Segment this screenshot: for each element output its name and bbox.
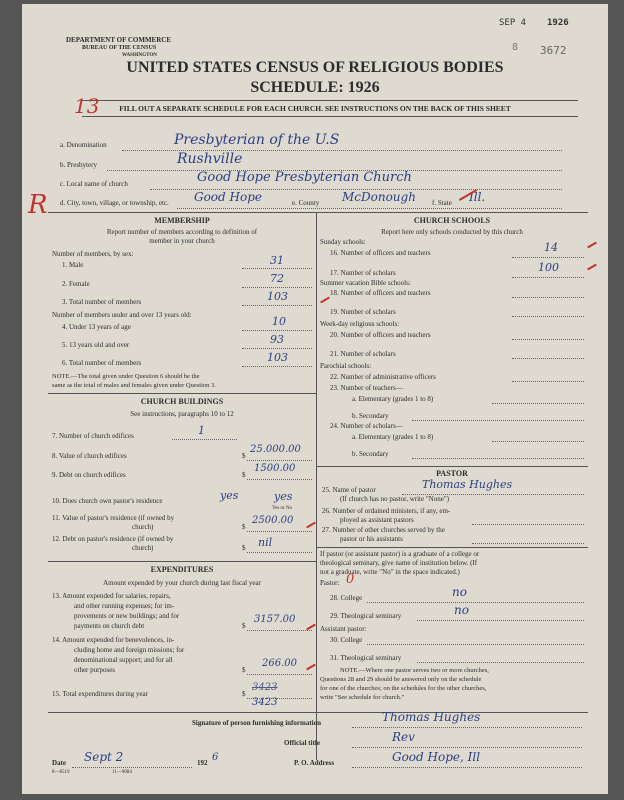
date-year-digit: 6: [212, 752, 219, 763]
q2-line: [242, 287, 312, 288]
census-schedule-page: [22, 4, 608, 794]
q28-label: 28. College: [330, 594, 363, 602]
print-code-2: 11—9084: [112, 770, 132, 775]
date-line: [72, 767, 192, 768]
dept-name: DEPARTMENT OF COMMERCE: [66, 36, 172, 44]
date-value: Sept 2: [84, 750, 124, 764]
q13-dollar: $: [242, 622, 246, 630]
official-title-value: Rev: [392, 730, 415, 744]
q14-label-1: 14. Amount expended for benevolences, in-: [52, 636, 175, 644]
q6-label: 6. Total number of members: [62, 359, 142, 367]
q7-value: 1: [198, 424, 205, 437]
q2-label: 2. Female: [62, 280, 90, 288]
q31-line: [417, 662, 584, 663]
q8-dollar: $: [242, 452, 246, 460]
q1-label: 1. Male: [62, 261, 84, 269]
date-year-prefix: 192: [197, 759, 208, 767]
q27-line: [472, 543, 584, 544]
q3-value: 103: [267, 290, 288, 303]
schools-rule: [316, 466, 588, 467]
q7-label: 7. Number of church edifices: [52, 432, 134, 440]
q20-label: 20. Number of officers and teachers: [330, 331, 431, 339]
schools-heading: CHURCH SCHOOLS: [413, 216, 491, 225]
q17-value: 100: [538, 261, 559, 274]
sex-label: Number of members, by sex:: [52, 250, 134, 258]
q8-label: 8. Value of church edifices: [52, 452, 127, 460]
city-value: Good Hope: [194, 190, 263, 204]
q19-label: 19. Number of scholars: [330, 308, 396, 316]
q17-label: 17. Number of scholars: [330, 269, 396, 277]
q11-value: 2500.00: [252, 515, 294, 526]
form-title: UNITED STATES CENSUS OF RELIGIOUS BODIES: [126, 59, 504, 76]
red-r-annotation: R: [28, 190, 48, 220]
q11-line: [247, 531, 312, 532]
pastor-heading: PASTOR: [436, 469, 468, 478]
q3-label: 3. Total number of members: [62, 298, 142, 306]
q6-line: [242, 366, 312, 367]
q27-label-2: pastor or his assistants: [340, 535, 403, 543]
q24a-label: a. Elementary (grades 1 to 8): [352, 433, 434, 441]
q9-dollar: $: [242, 471, 246, 479]
q25-note: (If church has no pastor, write "None"): [340, 495, 450, 503]
title-line: [352, 747, 582, 748]
q26-label-2: ployed as assistant pastors: [340, 516, 414, 524]
q16-label: 16. Number of officers and teachers: [330, 249, 431, 257]
q23b-line: [412, 420, 584, 421]
q21-line: [512, 358, 584, 359]
grad-note-3: not a graduate, write "No" in the space indicated.): [320, 568, 460, 576]
membership-intro-1: Report number of members according to definition of: [106, 228, 258, 236]
state-value: Ill.: [469, 190, 486, 204]
city-name: WASHINGTON: [122, 53, 157, 58]
q16-value: 14: [544, 241, 558, 254]
q15-label: 15. Total expenditures during year: [52, 690, 148, 698]
q4-line: [242, 330, 312, 331]
presbytery-value: Rushville: [177, 151, 243, 167]
q7-line: [172, 439, 237, 440]
q12-label-1: 12. Debt on pastor's residence (if owned by: [52, 535, 174, 543]
weekday-label: Week-day religious schools:: [320, 320, 400, 328]
q1-value: 31: [270, 254, 284, 267]
q10-label: 10. Does church own pastor's residence: [52, 497, 163, 505]
q14-label-3: denominational support; and for all: [74, 656, 173, 664]
bureau-name: BUREAU OF THE CENSUS: [82, 45, 157, 51]
membership-note-2: same as the total of males and females given under Question 3.: [52, 382, 216, 389]
denomination-value: Presbyterian of the U.S: [174, 132, 340, 148]
q14-label-2: cluding home and foreign missions; for: [74, 646, 185, 654]
pastor-note-2: Questions 28 and 29 should be answered only on the schedule: [320, 676, 482, 683]
q13-label-1: 13. Amount expended for salaries, repairs,: [52, 592, 171, 600]
q15-value-corrected: 3423: [252, 697, 278, 708]
pastor-rule: [316, 547, 588, 548]
q28-value: no: [452, 585, 467, 599]
church-name-value: Good Hope Presbyterian Church: [197, 170, 412, 185]
q4-label: 4. Under 13 years of age: [62, 323, 131, 331]
q9-line: [247, 479, 312, 480]
membership-intro-2: member in your church: [149, 237, 215, 245]
q13-value: 3157.00: [254, 614, 296, 625]
q29-value: no: [454, 603, 469, 617]
county-label: e. County: [292, 199, 320, 207]
expenditures-heading: EXPENDITURES: [150, 565, 214, 574]
q15-dollar: $: [242, 690, 246, 698]
q14-dollar: $: [242, 666, 246, 674]
q8-line: [247, 460, 312, 461]
form-instruction: FILL OUT A SEPARATE SCHEDULE FOR EACH CHURCH. SEE INSTRUCTIONS ON THE BACK OF THIS SHEET: [119, 104, 511, 113]
q14-value: 266.00: [262, 658, 297, 669]
q12-dollar: $: [242, 544, 246, 552]
grad-note-1: If pastor (or assistant pastor) is a graduate of a college or: [320, 550, 480, 558]
schools-intro: Report here only schools conducted by this church: [381, 228, 523, 236]
date-label: Date: [52, 759, 66, 767]
q25-label: 25. Name of pastor: [322, 486, 376, 494]
q18-line: [512, 297, 584, 298]
sunday-label: Sunday schools:: [320, 238, 366, 246]
q3-line: [242, 305, 312, 306]
q25-value: Thomas Hughes: [422, 478, 513, 491]
stamp-mark: 8: [512, 42, 519, 53]
membership-heading: MEMBERSHIP: [154, 216, 210, 225]
official-title-label: Official title: [284, 739, 320, 747]
q23b-label: b. Secondary: [352, 412, 389, 420]
buildings-heading: CHURCH BUILDINGS: [140, 397, 224, 406]
header-rule-bottom: [82, 116, 578, 117]
q5-line: [242, 348, 312, 349]
q5-label: 5. 13 years old and over: [62, 341, 130, 349]
q16-line: [512, 257, 584, 258]
q8-value: 25.000.00: [250, 444, 301, 455]
grad-note-2: theological seminary, give name of institution below. (If: [320, 559, 478, 567]
q30-line: [367, 644, 584, 645]
church-name-label: c. Local name of church: [60, 180, 128, 188]
po-address-value: Good Hope, Ill: [392, 750, 481, 764]
q1-line: [242, 268, 312, 269]
q24b-label: b. Secondary: [352, 450, 389, 458]
yes-no-note: Yes or No: [272, 506, 293, 511]
q5-value: 93: [270, 333, 284, 346]
city-label: d. City, town, village, or township, etc.: [60, 199, 169, 207]
q11-label-1: 11. Value of pastor's residence (if owned by: [52, 514, 175, 522]
q11-label-2: church): [132, 523, 154, 531]
pastor-note-1: NOTE.—Where one pastor serves two or more churches,: [340, 667, 489, 674]
signature-value: Thomas Hughes: [382, 710, 481, 724]
signature-label: Signature of person furnishing information: [192, 719, 321, 727]
q12-line: [247, 552, 312, 553]
q13-line: [247, 630, 312, 631]
buildings-rule: [48, 561, 316, 562]
document-number: 3672: [540, 44, 567, 57]
q13-label-2: and other running expenses; for im-: [74, 602, 175, 610]
q23a-line: [492, 403, 584, 404]
table-top-rule: [48, 212, 588, 213]
q23-label: 23. Number of teachers—: [330, 384, 403, 392]
state-label: f. State: [432, 199, 452, 207]
red-tick-6: [306, 664, 316, 671]
presbytery-label: b. Presbytery: [60, 161, 97, 169]
q17-line: [512, 277, 584, 278]
red-tick-1: [587, 242, 597, 249]
pastor-subheading: Pastor:: [320, 579, 340, 587]
pastor-note-3: for one of the churches; on the schedules for the other churches,: [320, 685, 487, 692]
q28-line: [367, 602, 584, 603]
q13-label-4: payments on church debt: [74, 622, 145, 630]
q24a-line: [492, 441, 584, 442]
header-rule-top: [82, 100, 578, 101]
q18-label: 18. Number of officers and teachers: [330, 289, 431, 297]
received-year-stamp: 1926: [547, 18, 569, 28]
q11-dollar: $: [242, 523, 246, 531]
signature-line: [352, 727, 582, 728]
q12-value: nil: [258, 536, 273, 549]
q24-label: 24. Number of scholars—: [330, 422, 403, 430]
q31-label: 31. Theological seminary: [330, 654, 402, 662]
pastor-note-4: write "See schedule for church.": [320, 694, 405, 701]
parochial-label: Parochial schools:: [320, 362, 372, 370]
q12-label-2: church): [132, 544, 154, 552]
q14-label-4: other purposes: [74, 666, 116, 674]
assistant-subheading: Assistant pastor:: [320, 625, 367, 633]
q27-label-1: 27. Number of other churches served by the: [322, 526, 445, 534]
denomination-label: a. Denomination: [60, 141, 107, 149]
q15-value-crossed: 3423: [252, 682, 278, 693]
q24b-line: [412, 458, 584, 459]
summer-label: Summer vacation Bible schools:: [320, 279, 411, 287]
pastor-red-mark: 0: [346, 572, 355, 587]
q30-label: 30. College: [330, 636, 363, 644]
red-number-annotation: 13: [74, 94, 100, 118]
q29-label: 29. Theological seminary: [330, 612, 402, 620]
table-bottom-rule: [48, 712, 588, 713]
q26-line: [472, 524, 584, 525]
membership-note-1: NOTE.—The total given under Question 6 should be the: [52, 373, 200, 380]
membership-rule: [48, 393, 316, 394]
form-subtitle: SCHEDULE: 1926: [250, 79, 380, 96]
q4-value: 10: [272, 315, 286, 328]
received-date-stamp: SEP 4: [499, 18, 527, 28]
q10-value: yes: [220, 489, 239, 502]
red-tick-3: [320, 297, 330, 304]
po-address-label: P. O. Address: [294, 759, 335, 767]
q26-label-1: 26. Number of ordained ministers, if any, em-: [322, 507, 451, 515]
column-divider: [316, 212, 317, 760]
q13-label-3: provements or new buildings; and for: [74, 612, 180, 620]
q9-label: 9. Debt on church edifices: [52, 471, 126, 479]
q22-line: [512, 381, 584, 382]
q21-label: 21. Number of scholars: [330, 350, 396, 358]
red-tick-2: [587, 264, 597, 271]
age-label: Number of members under and over 13 years old:: [52, 311, 192, 319]
city-county-line: [177, 208, 562, 209]
red-tick-4: [306, 522, 316, 529]
expenditures-intro: Amount expended by your church during last fiscal year: [103, 579, 261, 587]
po-line: [352, 767, 582, 768]
q6-value: 103: [267, 351, 288, 364]
buildings-intro: See instructions, paragraphs 10 to 12: [130, 410, 234, 418]
county-value: McDonough: [342, 190, 416, 204]
q14-line: [247, 674, 312, 675]
q23a-label: a. Elementary (grades 1 to 8): [352, 395, 434, 403]
q19-line: [512, 316, 584, 317]
q2-value: 72: [270, 272, 284, 285]
q10-value-2: yes: [274, 490, 293, 503]
q22-label: 22. Number of administrative officers: [330, 373, 436, 381]
q20-line: [512, 339, 584, 340]
print-code-1: 8—8519: [52, 770, 70, 775]
q9-value: 1500.00: [254, 463, 296, 474]
q29-line: [417, 620, 584, 621]
